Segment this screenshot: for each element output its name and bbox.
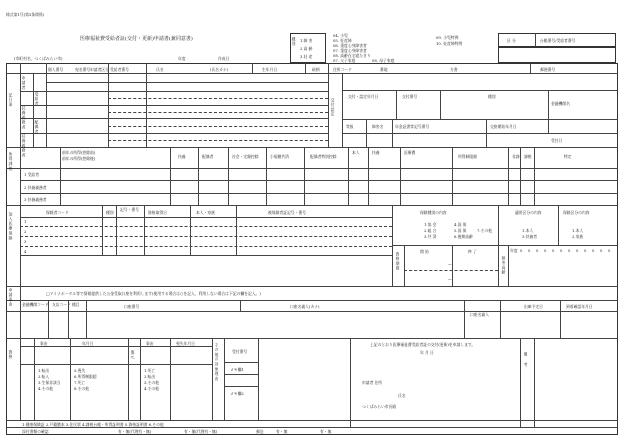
ins-row-3: 3 [24, 239, 27, 244]
loss-reason-2: 2.転入 [38, 374, 50, 379]
person-row-spouse: 配偶者 [35, 120, 40, 135]
category-09: 09. 小児特例 [436, 35, 459, 40]
arrival-date-label: 到着確認年月日 [566, 304, 593, 309]
municipality-label: (市町村名、つくばみらい市) [14, 56, 63, 61]
period-year-label: 年度 [510, 248, 518, 253]
reason-col-label-2: 事由 [146, 341, 154, 346]
applicant-name-label: 氏名 [398, 393, 406, 398]
ins-type-6: 6.後期高齢 [454, 234, 473, 239]
digit-cell: 0 [520, 248, 523, 253]
issue-date-label: 交付・認定年月日 [348, 94, 379, 99]
insurance-kind-label: 種別 [106, 210, 114, 215]
division-label: 区 分 [507, 38, 516, 43]
self-family-label: 本人・家族 [196, 210, 215, 215]
person-row-recipient: 受給者 [35, 92, 40, 107]
ins-row-1: 1 [24, 219, 27, 224]
person-row-supporter-2: 扶養義務者 [22, 134, 27, 158]
benefit-self: 1.本人 [522, 228, 534, 233]
pension-number-label: 年金証書等記号番号 [395, 124, 430, 129]
recipient-number-label: 受給者番号 [110, 67, 129, 72]
spouse-deduction-label: 配偶者 [202, 154, 214, 159]
revival-side-label: 復元 [131, 350, 136, 360]
recipient-no-label: 台帳番号/受給者番号 [540, 38, 576, 43]
benefit-self-2: 1.本人 [572, 228, 584, 233]
attestation-text: 上記のとおり医療福祉費受給者証の交付(更新)を申請します。 [370, 342, 476, 347]
income-row-supporter-2: 3 扶養義務者 [24, 197, 47, 202]
loss-reason-6: 6.所得制限超 [74, 374, 97, 379]
social-deduction-label: 社会・定額控除 [232, 154, 259, 159]
mynumber-consent[interactable]: □マイナポータル等で情報提供した公金受取口座を利用します(使用する場合は○を記入、利用しない場合は下記の欄を記入。) [46, 291, 261, 296]
loss-side-label: 資格 [9, 350, 14, 360]
bank-code-label: 金融機関コード [22, 302, 49, 307]
mail-check-2[interactable]: 有・無 [320, 429, 332, 434]
taxed-label: 課税 [524, 154, 532, 159]
elder-side-label: 障害高齢 [502, 256, 507, 276]
building-label: 方書 [450, 67, 458, 72]
benefit-family: 3.扶養者 [522, 234, 538, 239]
relation-label: 続柄 [312, 67, 320, 72]
digit-cell: 0 [592, 248, 595, 253]
period-end-label: 終 了 [468, 249, 477, 254]
applicant-address-label: 申請者 住所 [362, 380, 383, 385]
category-08b: 08. 母子家庭 [372, 58, 395, 63]
fiscal-year-label: 年度 [178, 56, 186, 61]
mayor-label: つくばみらい市長殿 [362, 404, 397, 409]
type-label: 種別 [292, 37, 297, 47]
type-option-3[interactable]: 3.妊 産 [300, 54, 313, 59]
revival-reason-3: 3.その他 [144, 380, 160, 385]
digit-cell: 0 [584, 248, 587, 253]
benefit-family-2: 2.家族 [572, 234, 584, 239]
small-mutual-label: 小規模共済 [270, 154, 289, 159]
income-row-supporter-1: 2 扶養義務者 [24, 185, 47, 190]
income-side-label: 所得課税 [9, 152, 14, 172]
issue-type-label: 種別 [488, 94, 496, 99]
insurance-kind-detail-label: 保険種別の内容 [420, 210, 447, 215]
creation-date-label: 作成日 [218, 56, 230, 61]
loss-reason-3: 3.生保非該当 [38, 380, 61, 385]
bank-label: 金融機関名 [551, 101, 570, 106]
digit-cell: 0 [544, 248, 547, 253]
category-07b: 07. 父子家庭 [333, 58, 356, 63]
spouse-special-label: 配偶者特別控除 [310, 154, 337, 159]
insurer-code-label: 保険者コード [46, 210, 69, 215]
attachment-check-2[interactable]: 有・無(代理有・無) [184, 429, 218, 434]
income-before-label: 前年の所得(控除前) [62, 150, 96, 155]
category-05: 05. 妊産婦 [333, 38, 352, 43]
self-label: 本人 [352, 150, 360, 155]
lot-number-label: 番地 [380, 67, 388, 72]
category-10: 10. 妊産婦特例 [436, 41, 463, 46]
form-title: 医療福祉費受給者証(交付・更新)申請書(兼同意書) [80, 36, 193, 42]
digit-cell: 0 [568, 248, 571, 253]
disability-name-label: 障害名 [372, 124, 384, 129]
ins-type-3: 3.共 済 [424, 234, 437, 239]
issue-number-label: 交付番号 [402, 94, 418, 99]
income-row-recipient: 1 受給者 [24, 172, 40, 177]
apply-class-label: 適用区分の内容 [515, 210, 542, 215]
branch-code-label: 支店コード [52, 302, 71, 307]
category-04: 04. 小児 [333, 33, 348, 38]
mail-check-1[interactable]: 有・無 [276, 429, 288, 434]
income-limit-label: 所得制限額 [458, 154, 477, 159]
insurance-side-label: 加入医療保険 [9, 212, 14, 241]
digit-cell: 0 [560, 248, 563, 253]
period-start-label: 開 始 [420, 249, 429, 254]
personal-side-label: 記日事 [9, 93, 14, 108]
loss-reason-4: 4.その他 [38, 386, 54, 391]
name-label: 氏名 [156, 67, 164, 72]
revival-reason-1: 1.死亡 [144, 368, 156, 373]
ins-row-4: 4 [24, 249, 27, 254]
category-06: 06. 重度心身障害者 [333, 43, 367, 48]
other-reason-label: その他の対象理由 [215, 343, 220, 382]
support-label: 扶養 [372, 150, 380, 155]
date-col-label: 年月日 [82, 341, 94, 346]
grade-label: 等級 [346, 124, 354, 129]
period-side-label: 資格期間 [396, 252, 401, 272]
start-date-label: 交絡開始年月日 [490, 124, 517, 129]
digit-cell: 0 [608, 248, 611, 253]
ins-type-2: 2.組 合 [424, 228, 437, 233]
loss-date-col-label: 喪失年月日 [176, 341, 195, 346]
digit-cell: 0 [552, 248, 555, 253]
attachment-check-1[interactable]: 有・無(代理有・無) [118, 429, 152, 434]
receipt-number-label: 受付番号 [232, 349, 248, 354]
insured-number-label: 被保険者証記号・番号 [268, 210, 306, 215]
form-number: 様式第1号(第3条関係) [6, 12, 45, 17]
shipping-date-label: 出庫予定日 [524, 304, 543, 309]
dependent-label: 扶養 [178, 154, 186, 159]
special-label: 特定 [564, 154, 572, 159]
address-code-label: 住所コード [333, 67, 352, 72]
insurance-class-label: 保険区分の内容 [563, 210, 590, 215]
loss-reason-5: 5.喪失 [74, 368, 86, 373]
medical-expense-label: 医療費 [404, 150, 416, 155]
memo-1-label: メモ欄1 [230, 367, 244, 372]
acquire-date-label: 資格取得日 [148, 210, 167, 215]
attachment-check-label: 添付書類の確認 [22, 429, 49, 434]
digit-cell: 0 [536, 248, 539, 253]
attachments-list: 1.健康保険証 2.戸籍謄本 3.住民票 4.課税台帳・所得証明書 5.資格証明書 6.その他 [22, 422, 164, 427]
birthdate-label: 生年月日 [262, 67, 278, 72]
nontax-label: 非課 [512, 154, 520, 159]
ins-row-2: 2 [24, 229, 27, 234]
ins-type-1: 1.協 会 [424, 222, 437, 227]
postal-code-label: 郵便番号 [540, 67, 556, 72]
digit-cell: 0 [600, 248, 603, 253]
remarks-label: 備 考 [524, 352, 529, 368]
revival-reason-2: 2.転出 [144, 374, 156, 379]
account-type-label: 種目 [72, 302, 80, 307]
ins-type-4: 4.国 保 [454, 222, 467, 227]
address-number-label: 宛名番号 [75, 67, 91, 72]
type-option-1[interactable]: 1.障 害 [300, 38, 313, 43]
person-row-supporter: 扶養義務者 [22, 106, 27, 130]
category-08: 08. 高齢在宅寝たきり [333, 53, 371, 58]
personal-number-label: 個人番号 [48, 67, 64, 72]
account-number-label: 口座番号 [124, 304, 140, 309]
revival-reason-4: 4.その他 [144, 386, 160, 391]
recipient-no-field[interactable] [498, 47, 616, 63]
tilde-1: ～ [448, 262, 452, 267]
mail-label: 郵送 [256, 429, 264, 434]
loss-reason-1: 1.転出 [38, 368, 50, 373]
loss-reason-7: 7.死亡 [74, 380, 86, 385]
name-kana-label: (氏名カナ) [210, 67, 229, 72]
reason-col-label: 事由 [40, 341, 48, 346]
consent-side: 申請事由 [9, 288, 14, 308]
account-holder-kana-label: 口座名義人(カナ) [290, 304, 320, 309]
tilde-2: ～ [448, 277, 452, 282]
memo-2-label: メモ欄2 [230, 391, 244, 396]
ins-type-5: 5.国 保 [454, 228, 467, 233]
attestation-date: 年 月 日 [420, 350, 434, 355]
income-after-label: 前年の所得(控除後) [62, 156, 96, 161]
type-option-2[interactable]: 2.高 齢 [300, 46, 313, 51]
category-07: 07. 重度心身障害者 [333, 48, 367, 53]
digit-cell: 0 [576, 248, 579, 253]
applicant-class-label: 申請者区分 [90, 67, 109, 72]
ins-type-7: 7.その他 [477, 228, 493, 233]
loss-reason-8: 8.その他 [74, 386, 90, 391]
holder-label: 口座名義人 [470, 312, 489, 317]
receipt-label: 受付日 [551, 138, 563, 143]
symbol-number-label: 記号・番号 [120, 207, 139, 212]
person-row-applicant: 申請者 [22, 76, 27, 91]
digit-cell: 0 [528, 248, 531, 253]
issue-side-label: 交付認定 [331, 98, 336, 118]
